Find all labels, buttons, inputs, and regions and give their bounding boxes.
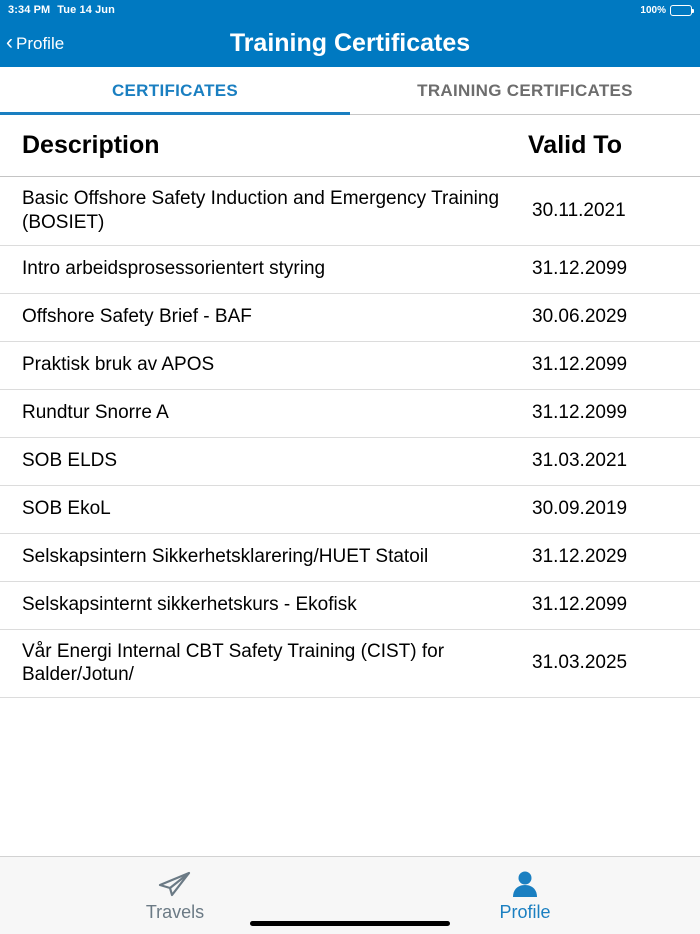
cell-valid-to: 31.12.2029 <box>532 546 628 567</box>
table-row[interactable] <box>0 390 700 438</box>
tab-strip <box>0 67 700 115</box>
status-battery-percent: 100% <box>640 4 666 16</box>
table-row[interactable] <box>0 177 700 246</box>
cell-valid-to: 31.12.2099 <box>532 594 628 615</box>
cell-description: SOB ELDS <box>22 450 118 472</box>
status-time: 3:34 PM <box>8 4 51 16</box>
table-row[interactable] <box>0 246 700 294</box>
paper-plane-icon <box>158 868 192 898</box>
chevron-left-icon: ‹ <box>6 31 13 54</box>
tab-certificates-label: CERTIFICATES <box>111 80 239 100</box>
back-button-label: Profile <box>16 33 65 53</box>
table-row[interactable] <box>0 438 700 486</box>
battery-icon <box>670 5 692 16</box>
tab-certificates[interactable] <box>0 67 350 114</box>
table-row[interactable] <box>0 534 700 582</box>
status-date: Tue 14 Jun <box>57 4 115 16</box>
bottom-tab-bar <box>0 856 700 934</box>
cell-description: Selskapsinternt sikkerhetskurs - Ekofisk <box>22 594 357 616</box>
status-bar-right <box>640 5 692 16</box>
table-row[interactable] <box>0 486 700 534</box>
table-row[interactable] <box>0 294 700 342</box>
tabbar-item-profile-label: Profile <box>499 902 551 922</box>
cell-valid-to: 30.11.2021 <box>532 199 626 221</box>
back-button[interactable] <box>0 31 65 54</box>
cell-valid-to: 30.06.2029 <box>532 306 628 327</box>
cell-valid-to: 31.03.2021 <box>532 450 628 471</box>
certificates-table[interactable] <box>0 115 700 856</box>
nav-bar <box>0 20 700 67</box>
tabbar-item-travels-label: Travels <box>145 902 205 922</box>
cell-description: Offshore Safety Brief - BAF <box>22 306 252 328</box>
cell-description: SOB EkoL <box>22 498 111 520</box>
column-header-valid-to: Valid To <box>528 131 622 159</box>
home-indicator[interactable] <box>250 921 450 926</box>
cell-description: Praktisk bruk av APOS <box>22 354 215 376</box>
person-icon <box>510 868 540 898</box>
cell-description: Vår Energi Internal CBT Safety Training (CIST) for Balder/Jotun/ <box>22 640 445 686</box>
table-header-row <box>0 115 700 177</box>
cell-description: Intro arbeidsprosessorientert styring <box>22 258 326 280</box>
cell-description: Rundtur Snorre A <box>22 402 169 424</box>
table-row[interactable] <box>0 342 700 390</box>
table-row[interactable] <box>0 582 700 630</box>
page-title: Training Certificates <box>229 29 471 57</box>
cell-valid-to: 31.03.2025 <box>532 652 628 674</box>
cell-description: Selskapsintern Sikkerhetsklarering/HUET Statoil <box>22 546 429 568</box>
status-bar-left <box>8 4 115 16</box>
tab-training-certificates-label: TRAINING CERTIFICATES <box>417 80 633 100</box>
cell-valid-to: 31.12.2099 <box>532 258 628 279</box>
table-row[interactable] <box>0 630 700 699</box>
cell-valid-to: 31.12.2099 <box>532 402 628 423</box>
column-header-description: Description <box>22 130 160 159</box>
status-bar <box>0 0 700 20</box>
cell-valid-to: 30.09.2019 <box>532 498 628 519</box>
cell-description: Basic Offshore Safety Induction and Emergency Training (BOSIET) <box>22 188 500 233</box>
tab-training-certificates[interactable] <box>350 67 700 114</box>
cell-valid-to: 31.12.2099 <box>532 354 628 375</box>
